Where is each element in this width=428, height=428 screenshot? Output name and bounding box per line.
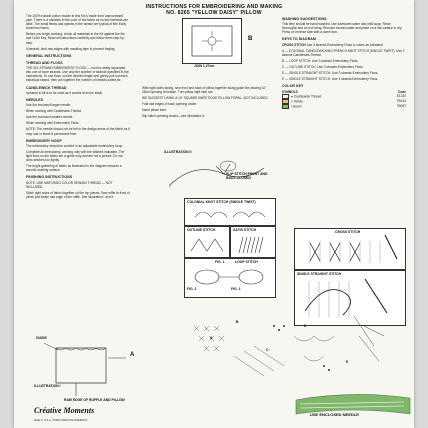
header-line-1: INSTRUCTIONS FOR EMBROIDERING AND MAKING: [145, 4, 283, 10]
slip-stitch-label: SLIP STITCH FRONT AND BACK CLOSED: [226, 172, 268, 180]
needles-heading: NEEDLES: [26, 97, 43, 102]
hoop-text: The embroidery should be worked in an adjustable embroidery hoop.: [26, 143, 124, 148]
loop-drawing: [185, 259, 275, 297]
loop-stitch-box: [184, 258, 276, 298]
key-a: A — COLONIAL CANDLEWICKING FRENCH KNOT STITCH (SINGLE TWIST). Use 2 strands Candlewick Thread.: [282, 48, 405, 57]
colonial-knot-drawing: [185, 199, 275, 225]
satin-drawing: [231, 227, 275, 257]
right-column: [282, 14, 406, 109]
needle-band-label: USE ENCLOSED NEEDLE: [310, 412, 359, 417]
illustration-2-label: ILLUSTRATION II: [164, 150, 192, 154]
fine-print: Made in U.S.A. ©1983 CREATIVE MOMENTS: [34, 419, 88, 422]
cross-stitch-chart: [174, 306, 404, 392]
color-key-rows: [282, 94, 406, 109]
cross-key-label: CROSS STITCH: [282, 42, 306, 47]
illustration-1-drawing: [36, 338, 136, 398]
pillow-diagram-box: [182, 18, 242, 64]
brand-logo: Créative Moments: [34, 406, 95, 415]
left-column: [26, 14, 130, 201]
guide-label: GUIDE: [36, 336, 47, 340]
needle-bullet-3: When working with Embroidery Floss.: [26, 121, 80, 126]
thread-heading: THREAD AND FLOSS: [26, 60, 63, 65]
finishing-note: NOTE: USE MATCHING COLOR SEWING THREAD — NOT INCLUDED.: [26, 180, 113, 189]
key-b: B — LOOP STITCH. Use 3 strands Embroidery Floss.: [282, 58, 359, 63]
diagram-mark: D: [304, 324, 307, 328]
intro-paragraph-2: Before you begin working, check all materials in the Kit against the list and Color Key. Read all instructions carefully and follow them step-by-step.: [26, 32, 125, 45]
candlewick-text: included in kit is to be used as it comes from the skein.: [26, 90, 104, 95]
fig1-label: FIG. 1: [215, 260, 225, 264]
keys-heading: KEYS TO DIAGRAM: [282, 37, 316, 42]
symbols-label: SYMBOLS: [282, 89, 298, 94]
needle-bullet-2: Use the enclosed smaller needle.: [26, 115, 74, 120]
join-label: [194, 64, 214, 68]
color-swatch: [282, 104, 289, 109]
color-symbol: ●: [291, 94, 294, 99]
raw-edge-label: RAW EDGE OF RUFFLE AND PILLOW: [64, 398, 125, 402]
fig2-label: FIG. 2: [187, 287, 197, 291]
illustration-1-label: ILLUSTRATION I: [34, 384, 61, 388]
middle-column: [142, 86, 274, 121]
mid-bullet-3: Slip stitch opening closed—see Illustration II.: [142, 114, 206, 119]
washing-heading: WASHING SUGGESTIONS: [282, 17, 327, 21]
color-code: F6067: [396, 103, 406, 108]
mid-bullet-1: Fold raw edges of back opening under.: [142, 102, 197, 107]
color-symbol: ×: [291, 99, 294, 104]
mark-a: A: [130, 352, 135, 358]
color-key-row: [282, 104, 406, 109]
thread-text: THE SIX-STRAND EMBROIDERY FLOSS — in kit is neatly separated into one of more strands. Use only the number of strands specified in the instructions. To use floss, cut the desired length and gently pull out each individual strand, then put together the number of strands called for.: [26, 66, 129, 83]
cross-stitch-drawing: [295, 229, 405, 269]
color-symbol: /: [291, 104, 293, 109]
fig3-label: FIG. 3: [231, 287, 241, 291]
color-name: Yellow: [293, 99, 303, 104]
finishing-heading: FINISHING INSTRUCTIONS: [26, 175, 73, 180]
outline-label: OUTLINE STITCH: [187, 228, 216, 232]
color-code: E1320: [396, 93, 406, 98]
work-text: Complete all embroidery, working only with the stitches indicated. The light lines on the fabric are a guide only and are not a picture. Do not work stitches too tightly.: [26, 149, 125, 163]
instruction-sheet: [14, 0, 414, 428]
cross-key: [282, 43, 406, 47]
mark-b: B: [248, 36, 253, 42]
general-instructions-heading: GENERAL INSTRUCTIONS: [26, 53, 72, 58]
pillow-form-text: WE SUGGEST USING A 14" SQUARE KNIFE EDGE PILLOW FORM—NOT INCLUDED.: [142, 96, 269, 101]
key-d: D — SINGLE STRAIGHT STITCH. Use 3 strands Embroidery Floss.: [282, 71, 379, 76]
hoop-heading: EMBROIDERY HOOP: [26, 138, 62, 143]
code-label: Code: [398, 89, 406, 94]
single-straight-label: SINGLE STRAIGHT STITCH: [297, 272, 342, 276]
needles-text: Use the enclosed larger needle.: [26, 103, 72, 108]
colonial-knot-box: [184, 198, 276, 226]
mid-bullet-2: Insert pillow form.: [142, 108, 167, 113]
color-key-heading: COLOR KEY: [282, 84, 304, 89]
cross-stitch-box: [294, 228, 406, 270]
diagram-mark: A: [210, 336, 213, 340]
note-text: NOTE: The needle should not be left in the design areas of the fabric as it may rust or leave a permanent hole.: [26, 127, 130, 136]
diagram-mark: E: [346, 360, 349, 364]
satin-label: SATIN STITCH: [233, 228, 257, 232]
finishing-steps: Stitch right sides of fabric together on the top pieces. Sew ruffle to front of pillow just inside raw edge of the ruffle. See Illustration I and II.: [26, 190, 130, 199]
key-c: C — OUTLINE STITCH. Use 3 strands Embroidery Floss.: [282, 65, 364, 70]
loop-label: LOOP STITCH: [235, 260, 258, 264]
color-name: Candlewick Thread: [293, 94, 322, 99]
diagram-mark: B: [236, 320, 239, 324]
color-code: F6143: [396, 98, 406, 103]
diagram-mark: C: [266, 348, 269, 352]
satin-stitch-box: [230, 226, 276, 258]
washing-text: This item should be hand washed. Use lukewarm water and mild soap. Rinse thoroughly and do not wring. Remove excess water and place on a flat surface to dry. Press on reverse side with a warm iron.: [282, 22, 403, 35]
cross-key-text: Use 3 strands Embroidery Floss in colors as indicated.: [306, 42, 384, 47]
cross-stitch-label: CROSS STITCH: [335, 230, 361, 234]
color-key-left: [282, 104, 302, 109]
outline-stitch-box: [184, 226, 230, 258]
outline-drawing: [185, 227, 229, 257]
sew-text: With right sides facing, sew front and back of pillow together along guide line leaving 10" 25cm opening at bottom. Turn pillow right side out.: [142, 86, 267, 95]
join-text: JOIN: [194, 64, 202, 68]
header-line-2: NO. 8265 "YELLOW DAISY" PILLOW: [166, 10, 262, 16]
color-name: Green: [292, 104, 302, 109]
candlewick-heading: CANDLEWICK THREAD: [26, 85, 67, 90]
intro-paragraph-3: If desired, bind raw edges with masking tape to prevent fraying.: [26, 46, 116, 51]
key-e: E — SINGLE STRAIGHT STITCH. Use 3 strands Embroidery Floss.: [282, 77, 379, 82]
intro-paragraph-1: The 100% natural cotton muslin in this Kit is made from unprocessed yarn. There is a variation in the color of the fabric as no two harvests are alike. The small flecks and specks in the weave are typical of fine Early American linens.: [26, 14, 128, 31]
join-size: 1.27cm: [202, 64, 215, 68]
back-text: The bright gathering of fabric as illustrated in the diagram ensures a smooth working surface.: [26, 164, 122, 173]
pillow-daisy-drawing: [183, 19, 241, 63]
needle-bullet-1: When working with Candlewick Thread.: [26, 109, 82, 114]
colonial-knot-label: COLONIAL KNOT STITCH (SINGLE TWIST): [187, 200, 256, 204]
